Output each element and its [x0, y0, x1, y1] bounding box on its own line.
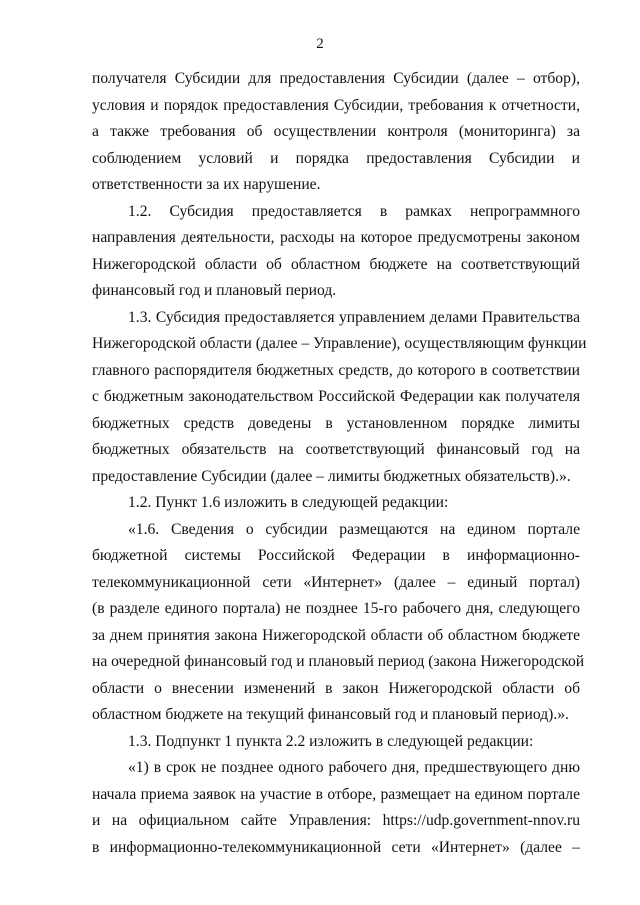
text-line: направления деятельности, расходы на которое предусмотрены законом: [92, 229, 580, 246]
document-body: [92, 66, 587, 861]
text-line: «1) в срок не позднее одного рабочего дня, предшествующего дню: [128, 759, 580, 776]
text-line: и на официальном сайте Управления: https://udp.government-nnov.ru: [92, 812, 580, 829]
text-line: области о внесении изменений в закон Нижегородской области об: [92, 679, 580, 697]
text-line: 1.3. Подпункт 1 пункта 2.2 изложить в следующей редакции:: [128, 732, 534, 750]
text-line: получателя Субсидии для предоставления Субсидии (далее – отбор),: [92, 70, 580, 87]
text-line: бюджетных обязательств на соответствующий финансовый год на: [92, 441, 580, 458]
text-line: областном бюджете на текущий финансовый год и плановый период).».: [92, 706, 569, 723]
text-line: бюджетной системы Российской Федерации в информационно-: [92, 547, 580, 564]
text-line: бюджетных средств доведены в установленном порядке лимиты: [92, 414, 580, 432]
text-line: а также требования об осуществлении контроля (мониторинга) за: [92, 123, 580, 140]
text-line: условия и порядок предоставления Субсидии, требования к отчетности,: [92, 96, 580, 114]
text-line: «1.6. Сведения о субсидии размещаются на едином портале: [128, 520, 580, 538]
text-line: ответственности за их нарушение.: [92, 176, 321, 193]
text-line: в информационно-телекоммуникационной сети «Интернет» (далее –: [92, 838, 580, 856]
text-line: Нижегородской области об областном бюджете на соответствующий: [92, 255, 580, 273]
text-line: финансовый год и плановый период.: [92, 282, 337, 299]
text-line: (в разделе единого портала) не позднее 15-го рабочего дня, следующего: [92, 600, 580, 617]
text-line: 1.3. Субсидия предоставляется управлением делами Правительства: [128, 308, 580, 326]
text-line: главного распорядителя бюджетных средств, до которого в соответствии: [92, 361, 580, 379]
text-line: за днем принятия закона Нижегородской области об областном бюджете: [92, 626, 580, 644]
text-line: с бюджетным законодательством Российской Федерации как получателя: [92, 388, 580, 405]
text-line: 1.2. Субсидия предоставляется в рамках непрограммного: [128, 202, 580, 220]
page-number: 2: [316, 36, 324, 52]
text-line: Нижегородской области (далее – Управление), осуществляющим функции: [92, 335, 587, 352]
text-line: телекоммуникационной сети «Интернет» (далее – единый портал): [92, 573, 580, 591]
text-line: начала приема заявок на участие в отборе, размещает на едином портале: [92, 785, 580, 803]
text-line: предоставление Субсидии (далее – лимиты бюджетных обязательств).».: [92, 467, 571, 485]
text-line: на очередной финансовый год и плановый период (закона Нижегородской: [92, 653, 585, 670]
text-line: 1.2. Пункт 1.6 изложить в следующей редакции:: [128, 494, 449, 511]
text-line: соблюдением условий и порядка предоставления Субсидии и: [92, 149, 580, 167]
